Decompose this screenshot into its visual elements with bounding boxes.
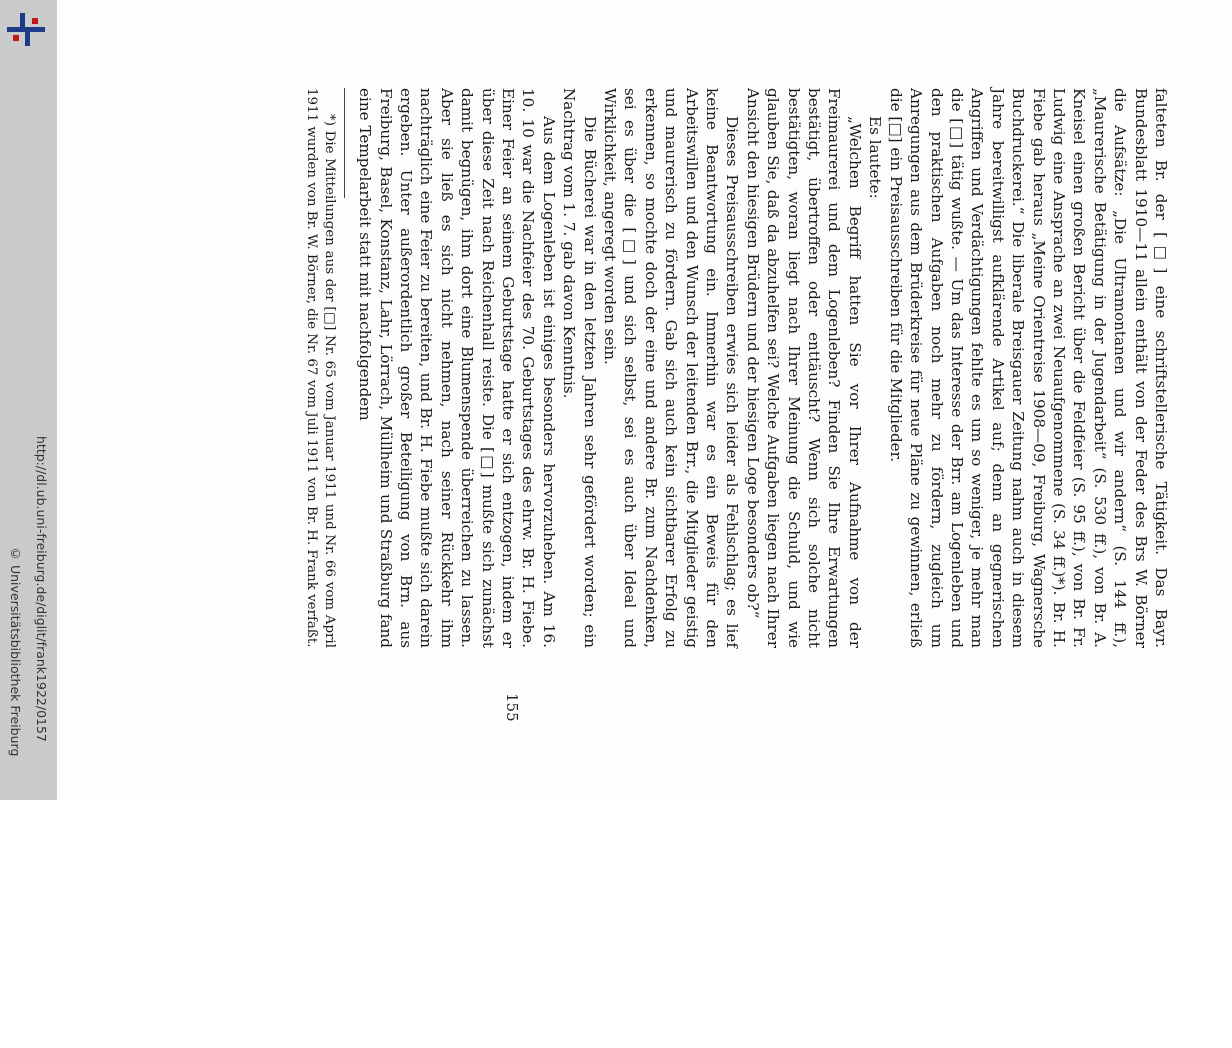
footnote: *) Die Mitteilungen aus der [□] Nr. 65 vom Januar 1911 und Nr. 66 vom April 1911 wurden von Br. W. Börner, die Nr. 67 vom Juli 1911 von Br. H. Frank verfaßt. xyxy=(303,88,337,648)
page-body xyxy=(302,88,1171,648)
scanned-page xyxy=(58,0,1232,800)
rotated-page-content xyxy=(270,88,1170,1048)
paragraph: Aus dem Logenleben ist einiges besonders hervorzuheben. Am 16. 10. 10 war die Nachfeier des 70. Geburtstages des ehrw. Br. H. Fiebe. Einer Feier an seinem Geburtstage hatte er sich entzogen, indem er über diese Zeit nach Reichenhall reiste. Die [□] mußte sich zunächst damit begnügen, ihm dort eine Blumenspende überreichen zu lassen. Aber sie ließ es sich nicht nehmen, nach seiner Rückkehr ihm nachträglich eine Feier zu bereiten, und Br. H. Fiebe mußte sich darein ergeben. Unter außerordentlich großer Beteiligung von Brn. aus Freiburg, Basel, Konstanz, Lahr, Lörrach, Müllheim und Straßburg fand eine Tempelarbeit statt mit nachfolgendem xyxy=(356,88,558,648)
paragraph: Es lautete: xyxy=(866,116,885,199)
paragraph: Dieses Preisausschreiben erwies sich leider als Fehlschlag; es lief keine Beantwortung ein. Immerhin war es ein Beweis für den Arbeitswillen und den Wunsch der leitenden Brr., die Mitglieder geistig und maurerisch zu fördern. Gab sich auch kein sichtbarer Erfolg zu erkennen, so mochte doch der eine und andere Br. zum Nachdenken, sei es über die [□] und sich selbst, sei es auch über Ideal und Wirklichkeit, angeregt worden sein. xyxy=(601,88,742,648)
paragraph: falteten Br. der [□] eine schriftstellerische Tätigkeit. Das Bayr. Bundesblatt 1910—11 allein enthält von der Feder des Brs W. Börner die Aufsätze: „Die Ultramontanen und wir andern“ (S. 144 ff.), „Maurerische Betätigung in der Jugendarbeit“ (S. 530 ff.), von Br. A. Kneisel einen großen Bericht über die Feldfeier (S. 95 ff.), von Br. Fr. Ludwig eine Ansprache an zwei Neuaufgenommene (S. 34 ff.)*). Br. H. Fiebe gab heraus „Meine Orientreise 1908—09, Freiburg, Wagnersche Buchdruckerei.“ Die liberale Breisgauer Zeitung nahm auch in diesem Jahre bereitwilligst aufklärende Artikel auf; denn an gegnerischen Angriffen und Verdächtigungen fehlte es um so weniger, je mehr man die [□] tätig wußte. — Um das Interesse der Brr. am Logenleben und den praktischen Aufgaben noch mehr zu fördern, zugleich um Anregungen aus dem Brüderkreise für neue Pläne zu gewinnen, erließ die [□] ein Preisausschreiben für die Mitglieder. xyxy=(886,88,1170,648)
paragraph: Die Bücherei war in den letzten Jahren sehr gefördert worden; ein Nachtrag vom 1. 7. gab davon Kenntnis. xyxy=(560,88,599,648)
quote-paragraph: „Welchen Begriff hatten Sie vor Ihrer Aufnahme von der Freimaurerei und dem Logenleben? Finden Sie Ihre Erwartungen bestätigt, übertroffen oder enttäuscht? Wenn sich solche nicht bestätigten, woran liegt nach Ihrer Meinung die Schuld, und wie glauben Sie, daß da abzuhelfen sei? Welche Aufgaben liegen nach Ihrer Ansicht den hiesigen Brüdern und der hiesigen Loge besonders ob?“ xyxy=(743,88,864,648)
viewer-sidebar xyxy=(0,0,57,800)
footnote-divider xyxy=(344,88,345,198)
page-number: 155 xyxy=(503,693,521,722)
copyright-notice: © Universitätsbibliothek Freiburg xyxy=(8,546,23,757)
document-url[interactable]: http://dl.ub.uni-freiburg.de/diglit/frank1922/0157 xyxy=(34,436,49,742)
university-library-logo-icon[interactable] xyxy=(4,10,48,50)
